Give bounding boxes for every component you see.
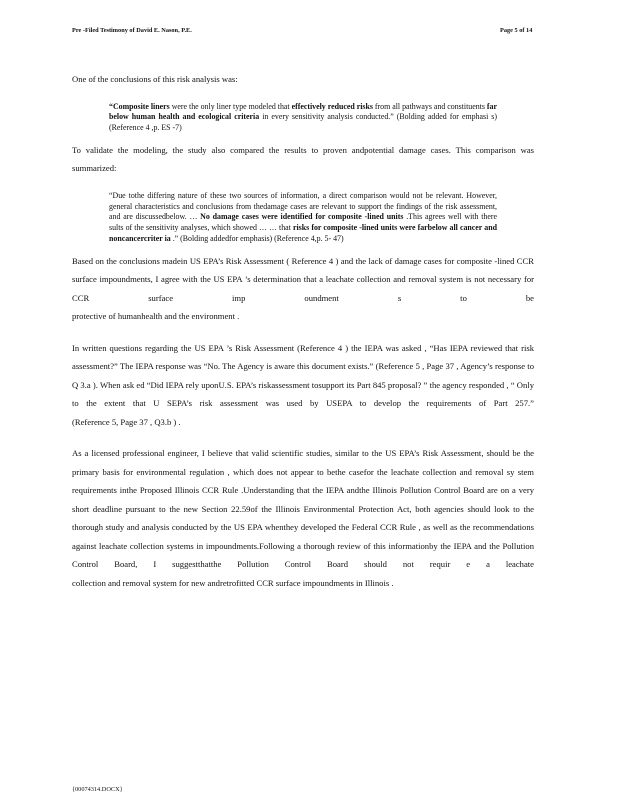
paragraph-last-line: protective of humanhealth and the environment . xyxy=(72,311,240,322)
document-id-footer: {00074314.DOCX} xyxy=(72,786,123,793)
paragraph-text: Based on the conclusions madein US EPA’s Risk Assessment ( Reference 4 ) and the lack of damage cases for composite -lined CCR surface impoundments, I agree with the US EPA ’s determination that a leachate collection and removal system is not necessary for CCR surface imp oundment s to be xyxy=(72,255,534,303)
paragraph-last-line: (Reference 5, Page 37 , Q3.b ) . xyxy=(72,416,181,427)
quote-bold-composite-liners: “Composite liners xyxy=(109,101,170,111)
paragraph-validate-modeling: To validate the modeling, the study also compared the results to proven andpotential damage cases. This comparison was summarized: xyxy=(72,144,534,174)
header-left: Pre -Filed Testimony of David E. Nason, P.E. xyxy=(72,27,192,34)
paragraph-text: As a licensed professional engineer, I believe that valid scientific studies, similar to the US EPA’s Risk Assessment, should be the primary basis for environmental regulation , which does not appear to bethe casefor the leachate collection and removal sy stem requirements inthe Proposed Illinois CCR Rule .Understanding that the IEPA andthe Illinois Pollution Control Board are on a very short deadline pursuant to the new Section 22.59of the Illinois Environmental Protection Act, both agencies should look to the thorough study and analysis conducted by the US EPA whenthey developed the Federal CCR Rule , as well as the recommendations against leachate collection systems in impoundments.Following a thorough review of this informationby the IEPA and the Pollution Control Board, I suggestthatthe Pollution Control Board should not requir e a leachate xyxy=(72,448,534,570)
quote-bold-criteria: far below human health and ecological criteria xyxy=(109,101,497,122)
paragraph-written-questions xyxy=(72,339,534,432)
quote-text: .This agrees well with there sults of the sensitivity analyses, which showed … … that xyxy=(109,212,497,233)
quote-bold-reduce-risks: effectively reduced risks xyxy=(291,101,373,111)
quote-bold-risks-far-below: risks for composite -lined units were farbelow all cancer and noncancercriter ia xyxy=(109,223,497,244)
quote-composite-liners xyxy=(109,102,497,134)
quote-text: in every sensitivity analysis conducted.” (Bolding added for emphasi s) (Reference 4 ,p. ES -7) xyxy=(109,112,497,133)
paragraph-conclusions-intro: One of the conclusions of this risk analysis was: xyxy=(72,74,238,84)
quote-text: from all pathways and constituents xyxy=(372,101,487,111)
paragraph-licensed-engineer xyxy=(72,444,534,592)
quote-text: “Due tothe differing nature of these two sources of information, a direct comparison would not be relevant. However, general characteristics and conclusions from thedamage cases are relevant to support the findings of the risk assessment, and are discussedbelow. … xyxy=(109,190,497,222)
quote-damage-cases xyxy=(109,191,497,245)
paragraph-last-line: collection and removal system for new andretrofitted CCR surface impoundments in Illinois . xyxy=(72,577,394,588)
quote-text: were the only liner type modeled that xyxy=(169,101,292,111)
document-body xyxy=(72,70,534,605)
quote-bold-no-damage-cases: No damage cases were identified for composite -lined units xyxy=(200,212,404,222)
paragraph-agree-determination xyxy=(72,252,534,326)
paragraph-text: In written questions regarding the US EPA ’s Risk Assessment (Reference 4 ) the IEPA was asked , “Has IEPA reviewed that risk assessment?” The IEPA response was “No. The Agency is aware this document exists.” (Reference 5 , Page 37 , Agency’s response to Q 3.a ). When ask ed “Did IEPA rely uponU.S. EPA’s riskassessment tosupport its Part 845 proposal? ” the agency responded , “ Only to the extent that U SEPA’s risk assessment was used by USEPA to develop the requirements of Part 257.” xyxy=(72,342,534,409)
page-number: Page 5 of 14 xyxy=(500,27,533,34)
quote-text: .” (Bolding addedfor emphasis) (Reference 4,p. 5- 47) xyxy=(170,234,344,244)
